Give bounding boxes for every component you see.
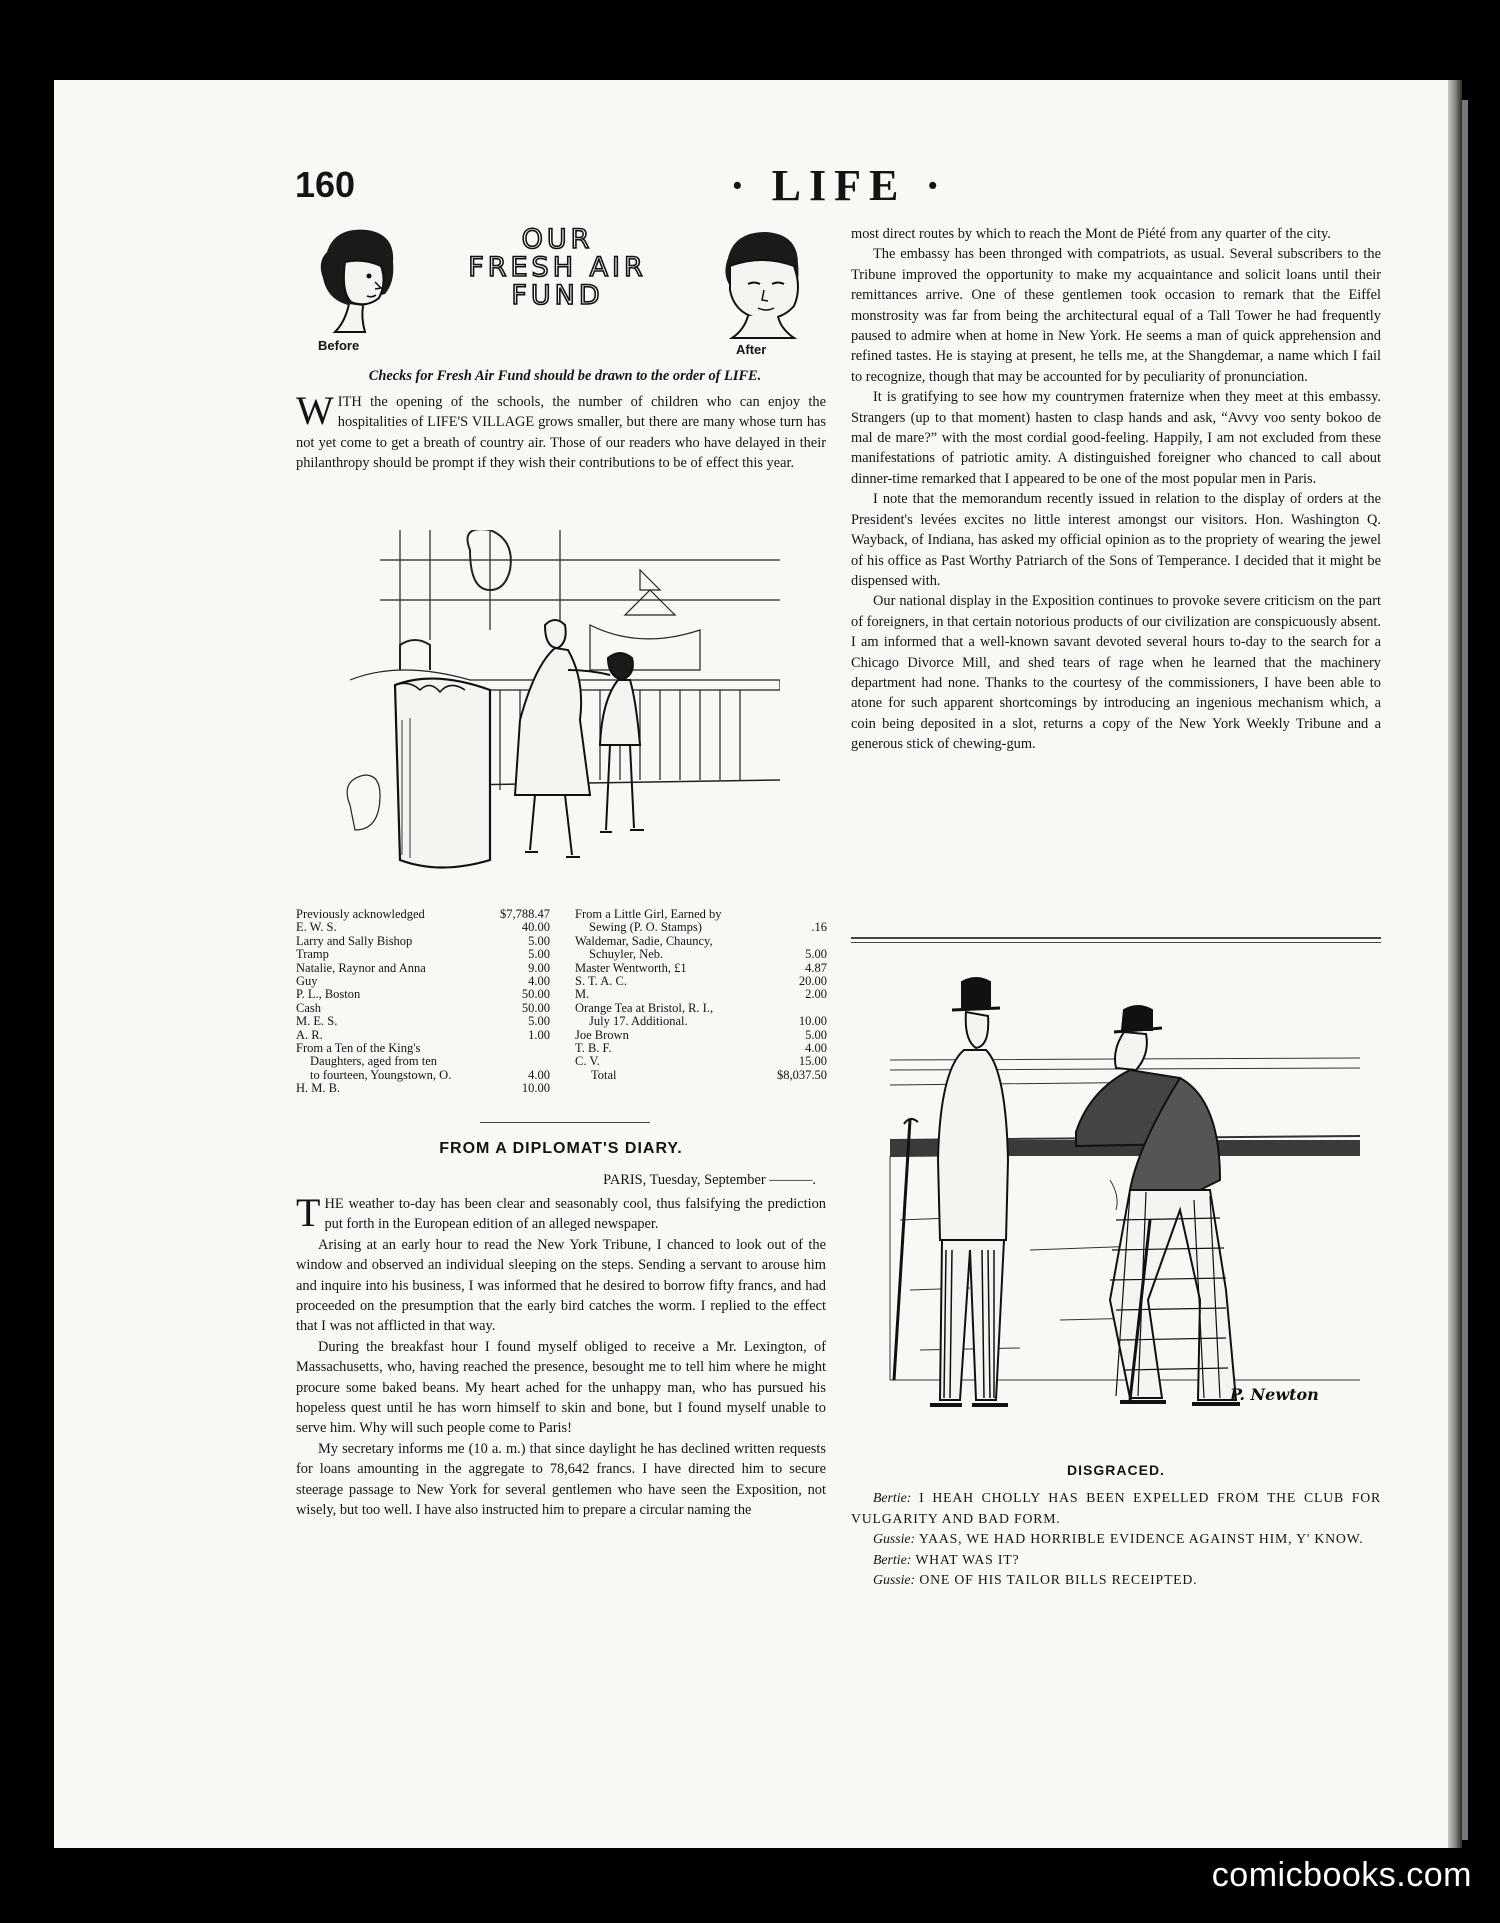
artist-signature: P. Newton	[1230, 1385, 1319, 1404]
speaker: Gussie:	[873, 1531, 916, 1546]
masthead: · LIFE ·	[730, 161, 949, 210]
table-row	[575, 935, 827, 948]
diary-dateline: PARIS, Tuesday, September ———.	[603, 1172, 816, 1188]
next-page-edge	[1462, 100, 1468, 1840]
disgraced-cartoon	[880, 960, 1360, 1420]
contributor-name: Guy	[296, 975, 318, 989]
contributor-name: Master Wentworth, £1	[575, 961, 687, 975]
page-number: 160	[295, 164, 356, 205]
contributor-name: Waldemar, Sadie, Chauncy,	[575, 934, 713, 948]
diary-paragraph: The embassy has been thronged with compatriots, as usual. Several subscribers to the Tribune improved the opportunity to make my acquaintance and solicit loans until their remittances arrive. One of these gentlemen took occasion to remark that the Eiffel monstrosity was far from being the architectural equal of a Tall Tower he had frequently paused to admire when at home in New York. He seems a man of quick apprehension and refined tastes. He is staying at present, he tells me, at the Shangdemar, a name which I fail to recognize, though that may be accounted for by peculiarity of pronunciation.	[851, 246, 1381, 385]
diary-paragraph: Our national display in the Exposition continues to provoke severe criticism on the part of foreigners, in that certain notorious products of our civilization are conspicuously absent. I am informed that a well-known savant devoted several hours to-day to the search for a Chicago Divorce Mill, and shed tears of rage when he learned that the machinery department had none. Thanks to the courtesy of the commissioners, I have been able to atone for such apparent shortcomings by introducing an ingenious mechanism which, a coin being deposited in a slot, returns a copy of the New York Weekly Tribune and a generous stick of chewing-gum.	[851, 593, 1381, 753]
contributor-name: Larry and Sally Bishop	[296, 934, 413, 948]
diary-title: FROM A DIPLOMAT'S DIARY.	[439, 1140, 683, 1157]
contribution-amount: 50.00	[521, 988, 550, 1002]
contributor-name: Schuyler, Neb.	[589, 948, 664, 962]
contributor-name: Orange Tea at Bristol, R. I.,	[575, 1001, 714, 1015]
contribution-amount: 1.00	[528, 1028, 550, 1042]
contribution-amount: 40.00	[521, 921, 550, 935]
table-row	[575, 1015, 827, 1028]
table-row	[296, 935, 550, 948]
contributor-name: P. L., Boston	[296, 988, 361, 1002]
contributor-name: to fourteen, Youngstown, O.	[310, 1068, 452, 1082]
total-amount: $8,037.50	[777, 1068, 827, 1082]
contributor-name: M.	[575, 988, 590, 1002]
total-row	[575, 1069, 827, 1082]
table-row	[575, 975, 827, 988]
contributor-name: M. E. S.	[296, 1015, 338, 1029]
table-row	[575, 908, 827, 921]
contribution-amount: .16	[811, 921, 827, 935]
contributor-name: Sewing (P. O. Stamps)	[589, 921, 702, 935]
table-row	[575, 962, 827, 975]
contribution-amount: 10.00	[521, 1082, 550, 1096]
fund-title-line: FUND	[511, 280, 604, 311]
contributor-name: Daughters, aged from ten	[310, 1055, 438, 1069]
table-row	[296, 1015, 550, 1028]
diary-column-1	[296, 1190, 826, 1521]
checks-note: Checks for Fresh Air Fund should be drawn to the order of LIFE.	[368, 368, 762, 384]
contributions-right	[575, 908, 827, 1082]
table-row	[296, 921, 550, 934]
divider	[851, 937, 1381, 939]
fund-intro-text: ITH the opening of the schools, the number of children who can enjoy the hospitalities of LIFE'S VILLAGE grows smaller, but there are many whose turn has not yet come to get a breath of country air. Those of our readers who have delayed in their philanthropy should be prompt if they wish their contributions to be of effect this year.	[296, 394, 826, 472]
contribution-amount: 4.87	[805, 961, 827, 975]
contribution-amount: 10.00	[798, 1015, 827, 1029]
diary-paragraph: most direct routes by which to reach the Mont de Piété from any quarter of the city.	[851, 226, 1331, 242]
fund-illustration	[340, 530, 780, 890]
contributor-name: Joe Brown	[575, 1028, 629, 1042]
contribution-amount: 4.00	[805, 1042, 827, 1056]
dialogue-line: YAAS, WE HAD HORRIBLE EVIDENCE AGAINST HIM, Y' KNOW.	[918, 1531, 1364, 1546]
speaker: Bertie:	[873, 1490, 912, 1505]
speaker: Bertie:	[873, 1551, 912, 1567]
contribution-amount: 5.00	[805, 1028, 827, 1042]
table-row	[575, 1002, 827, 1015]
contributor-name: From a Ten of the King's	[296, 1042, 421, 1056]
divider	[480, 1122, 650, 1123]
dialogue-line: I HEAH CHOLLY HAS BEEN EXPELLED FROM THE CLUB FOR VULGARITY AND BAD FORM.	[851, 1490, 1382, 1526]
diary-paragraph: I note that the memorandum recently issued in relation to the display of orders at the President's levées excites no little interest amongst our visitors. Hon. Washington Q. Wayback, of Indiana, has asked my official opinion as to the propriety of wearing the jewel of his office as Past Worthy Patriarch of the Sons of Temperance. I decided that it might be dispensed with.	[851, 491, 1381, 589]
diary-paragraph: My secretary informs me (10 a. m.) that since daylight he has declined written requests for loans amounting in the aggregate to 78,642 francs. I have directed him to secure steerage passage to New York for several gentlemen who have seen the Exposition, not wisely, but too well. I have also instructed him to prepare a circular naming the	[296, 1440, 826, 1519]
fund-intro	[296, 388, 826, 474]
contribution-amount: 9.00	[528, 961, 550, 975]
contributor-name: Natalie, Raynor and Anna	[296, 961, 426, 975]
watermark: comicbooks.com	[1211, 1856, 1472, 1894]
table-row	[296, 988, 550, 1001]
contribution-amount: 5.00	[528, 948, 550, 962]
contribution-amount: 4.00	[528, 975, 550, 989]
contribution-amount: 5.00	[805, 948, 827, 962]
table-row	[575, 1029, 827, 1042]
diary-column-2	[851, 224, 1381, 755]
diary-paragraph: HE weather to-day has been clear and seasonably cool, thus falsifying the prediction put forth in the European edition of an alleged newspaper.	[324, 1196, 826, 1233]
fund-title	[440, 226, 675, 310]
contribution-amount: 5.00	[528, 1015, 550, 1029]
contributor-name: Previously acknowledged	[296, 908, 425, 921]
page-edge	[1448, 80, 1462, 1848]
contributor-name: C. V.	[575, 1055, 600, 1069]
dialogue-line: WHAT WAS IT?	[915, 1551, 1020, 1567]
table-row	[296, 1082, 550, 1095]
table-row	[296, 1029, 550, 1042]
cartoon-caption	[851, 1488, 1381, 1591]
contribution-amount: $7,788.47	[500, 908, 550, 921]
contribution-amount: 5.00	[528, 934, 550, 948]
diary-paragraph: It is gratifying to see how my countrymen fraternize when they meet at this embassy. Strangers (up to that moment) hasten to clasp hands and ask, “Avvy voo senty bokoo de mal de mare?” with the most cordial good-feeling. Happily, I am not excluded from these manifestations of patriotic amity. A distinguished foreigner who chanced to call about dinner-time remarked that I appeared to be one of the most popular men in Paris.	[851, 389, 1381, 487]
table-row	[296, 908, 550, 921]
contributor-name: E. W. S.	[296, 921, 337, 935]
table-row	[296, 962, 550, 975]
table-row	[575, 921, 827, 934]
dialogue-line: ONE OF HIS TAILOR BILLS RECEIPTED.	[919, 1572, 1198, 1587]
fund-title-line: FRESH AIR	[468, 252, 647, 283]
table-row	[296, 1055, 550, 1068]
table-row	[296, 975, 550, 988]
after-label: After	[736, 342, 767, 357]
table-row	[296, 1042, 550, 1055]
table-row	[575, 1055, 827, 1068]
contributor-name: A. R.	[296, 1028, 323, 1042]
total-label: Total	[591, 1068, 617, 1082]
contribution-amount: 4.00	[528, 1068, 550, 1082]
contributor-name: Cash	[296, 1001, 321, 1015]
table-row	[296, 1002, 550, 1015]
cartoon-title: DISGRACED.	[1067, 1462, 1165, 1478]
table-row	[575, 1042, 827, 1055]
before-label: Before	[318, 338, 360, 353]
speaker: Gussie:	[873, 1572, 916, 1587]
contributor-name: S. T. A. C.	[575, 975, 627, 989]
diary-paragraph: During the breakfast hour I found myself obliged to receive a Mr. Lexington, of Massachusetts, who, having reached the presence, besought me to tell him where he might procure some baked beans. My heart ached for the unhappy man, who has pursued his hopeless quest until he has worn himself to skin and bone, but I found myself unable to serve him. Why will such people come to Paris!	[296, 1338, 826, 1437]
table-row	[575, 988, 827, 1001]
dropcap: W	[296, 388, 334, 433]
contributions-left	[296, 908, 550, 1096]
contribution-amount: 50.00	[521, 1001, 550, 1015]
contribution-amount: 2.00	[805, 988, 827, 1002]
dropcap: T	[296, 1190, 321, 1235]
contribution-amount: 20.00	[798, 975, 827, 989]
fund-title-line: OUR	[521, 224, 594, 255]
contribution-amount: 15.00	[798, 1055, 827, 1069]
contributor-name: H. M. B.	[296, 1082, 341, 1096]
contributor-name: From a Little Girl, Earned by	[575, 908, 722, 921]
contributor-name: Tramp	[296, 948, 329, 962]
before-child-portrait	[305, 222, 410, 342]
table-row	[296, 1069, 550, 1082]
table-row	[296, 948, 550, 961]
table-row	[575, 948, 827, 961]
contributor-name: T. B. F.	[575, 1042, 612, 1056]
after-child-portrait	[710, 226, 815, 342]
divider	[851, 942, 1381, 943]
diary-paragraph: Arising at an early hour to read the New York Tribune, I chanced to look out of the window and observed an individual sleeping on the steps. Sending a servant to arouse him and inquire into his business, I was informed that he desired to borrow fifty francs, and had proceeded on the presumption that the early bird catches the worm. I replied to the effect that I was not afflicted in that way.	[296, 1236, 826, 1335]
contributor-name: July 17. Additional.	[589, 1015, 688, 1029]
